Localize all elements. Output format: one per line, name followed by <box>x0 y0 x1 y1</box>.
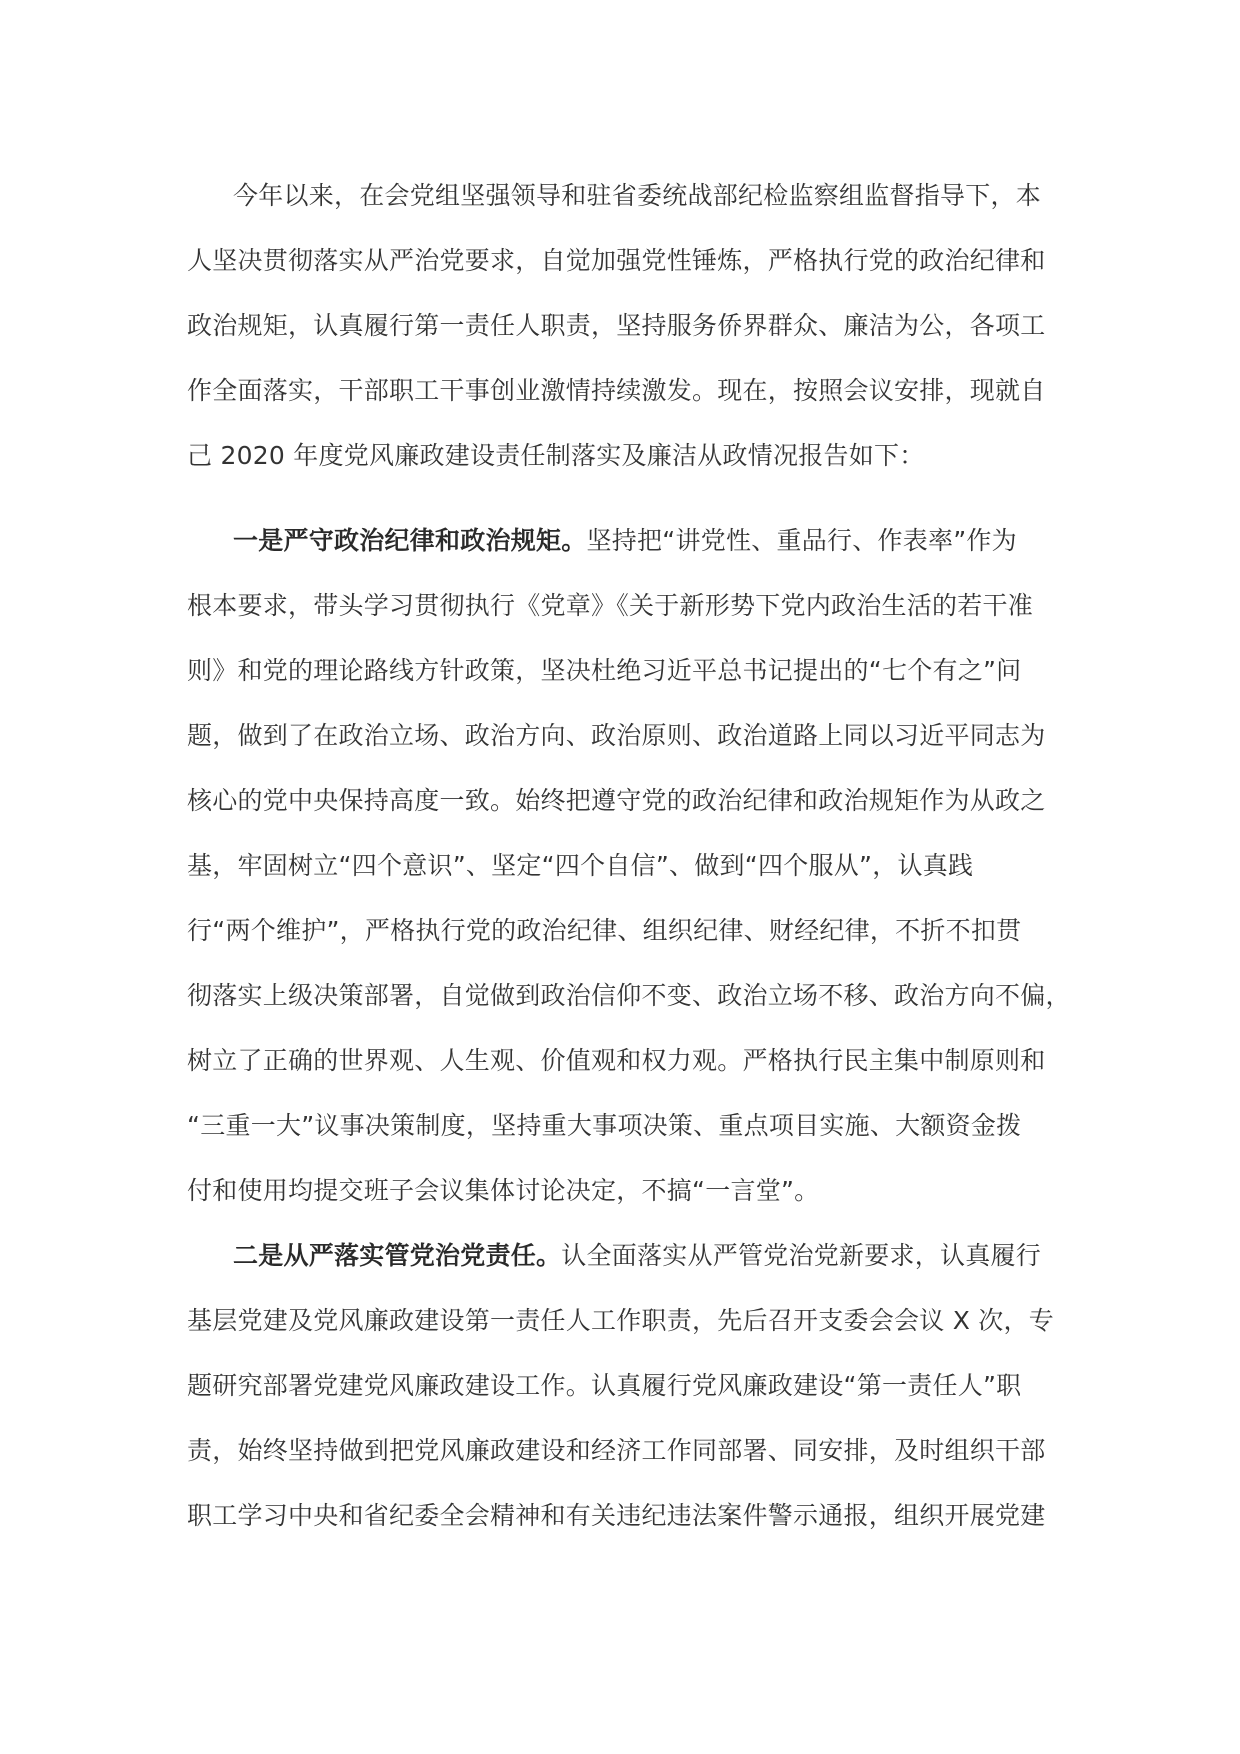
paragraph-political-discipline <box>187 508 1071 1223</box>
paragraph-line: 作全面落实，干部职工干事创业激情持续激发。现在，按照会议安排，现就自 <box>187 376 1046 405</box>
paragraph-line: 人坚决贯彻落实从严治党要求，自觉加强党性锤炼，严格执行党的政治纪律和 <box>187 246 1046 275</box>
paragraph-line: 则》和党的理论路线方针政策，坚决杜绝习近平总书记提出的“七个有之”问 <box>187 656 1022 685</box>
paragraph-line: 题研究部署党建党风廉政建设工作。认真履行党风廉政建设“第一责任人”职 <box>187 1371 1022 1400</box>
paragraph-line-text: 坚持把“讲党性、重品行、作表率”作为 <box>586 526 1017 555</box>
paragraph-line: 行“两个维护”，严格执行党的政治纪律、组织纪律、财经纪律，不折不扣贯 <box>187 916 1022 945</box>
section-heading: 二是从严落实管党治党责任。 <box>233 1241 562 1270</box>
paragraph-line: 核心的党中央保持高度一致。始终把遵守党的政治纪律和政治规矩作为从政之 <box>187 786 1046 815</box>
paragraph-line: 职工学习中央和省纪委全会精神和有关违纪违法案件警示通报，组织开展党建 <box>187 1501 1046 1530</box>
paragraph-line: 基层党建及党风廉政建设第一责任人工作职责，先后召开支委会会议 X 次，专 <box>187 1306 1055 1335</box>
paragraph-line: 彻落实上级决策部署，自觉做到政治信仰不变、政治立场不移、政治方向不偏， <box>187 981 1071 1010</box>
paragraph-intro <box>187 163 1047 488</box>
paragraph-line: 根本要求，带头学习贯彻执行《党章》《关于新形势下党内政治生活的若干准 <box>187 591 1034 620</box>
section-heading: 一是严守政治纪律和政治规矩。 <box>233 526 587 555</box>
paragraph-line-text: 认全面落实从严管党治党新要求，认真履行 <box>561 1241 1042 1270</box>
paragraph-first-line <box>187 1223 1047 1288</box>
paragraph-line: 今年以来，在会党组坚强领导和驻省委统战部纪检监察组监督指导下，本 <box>233 181 1042 210</box>
document-body <box>187 163 1071 1548</box>
paragraph-line: 责，始终坚持做到把党风廉政建设和经济工作同部署、同安排，及时组织干部 <box>187 1436 1046 1465</box>
paragraph-line: 基，牢固树立“四个意识”、坚定“四个自信”、做到“四个服从”，认真践 <box>187 851 974 880</box>
paragraph-line: “三重一大”议事决策制度，坚持重大事项决策、重点项目实施、大额资金拨 <box>187 1111 1022 1140</box>
paragraph-line: 政治规矩，认真履行第一责任人职责，坚持服务侨界群众、廉洁为公，各项工 <box>187 311 1046 340</box>
paragraph-first-line <box>187 508 1047 573</box>
paragraph-line: 树立了正确的世界观、人生观、价值观和权力观。严格执行民主集中制原则和 <box>187 1046 1046 1075</box>
paragraph-spacer <box>187 488 1047 508</box>
paragraph-party-responsibility <box>187 1223 1055 1548</box>
paragraph-line: 付和使用均提交班子会议集体讨论决定，不搞“一言堂”。 <box>187 1176 820 1205</box>
paragraph-line: 题，做到了在政治立场、政治方向、政治原则、政治道路上同以习近平同志为 <box>187 721 1046 750</box>
paragraph-line: 己 2020 年度党风廉政建设责任制落实及廉洁从政情况报告如下： <box>187 441 925 470</box>
